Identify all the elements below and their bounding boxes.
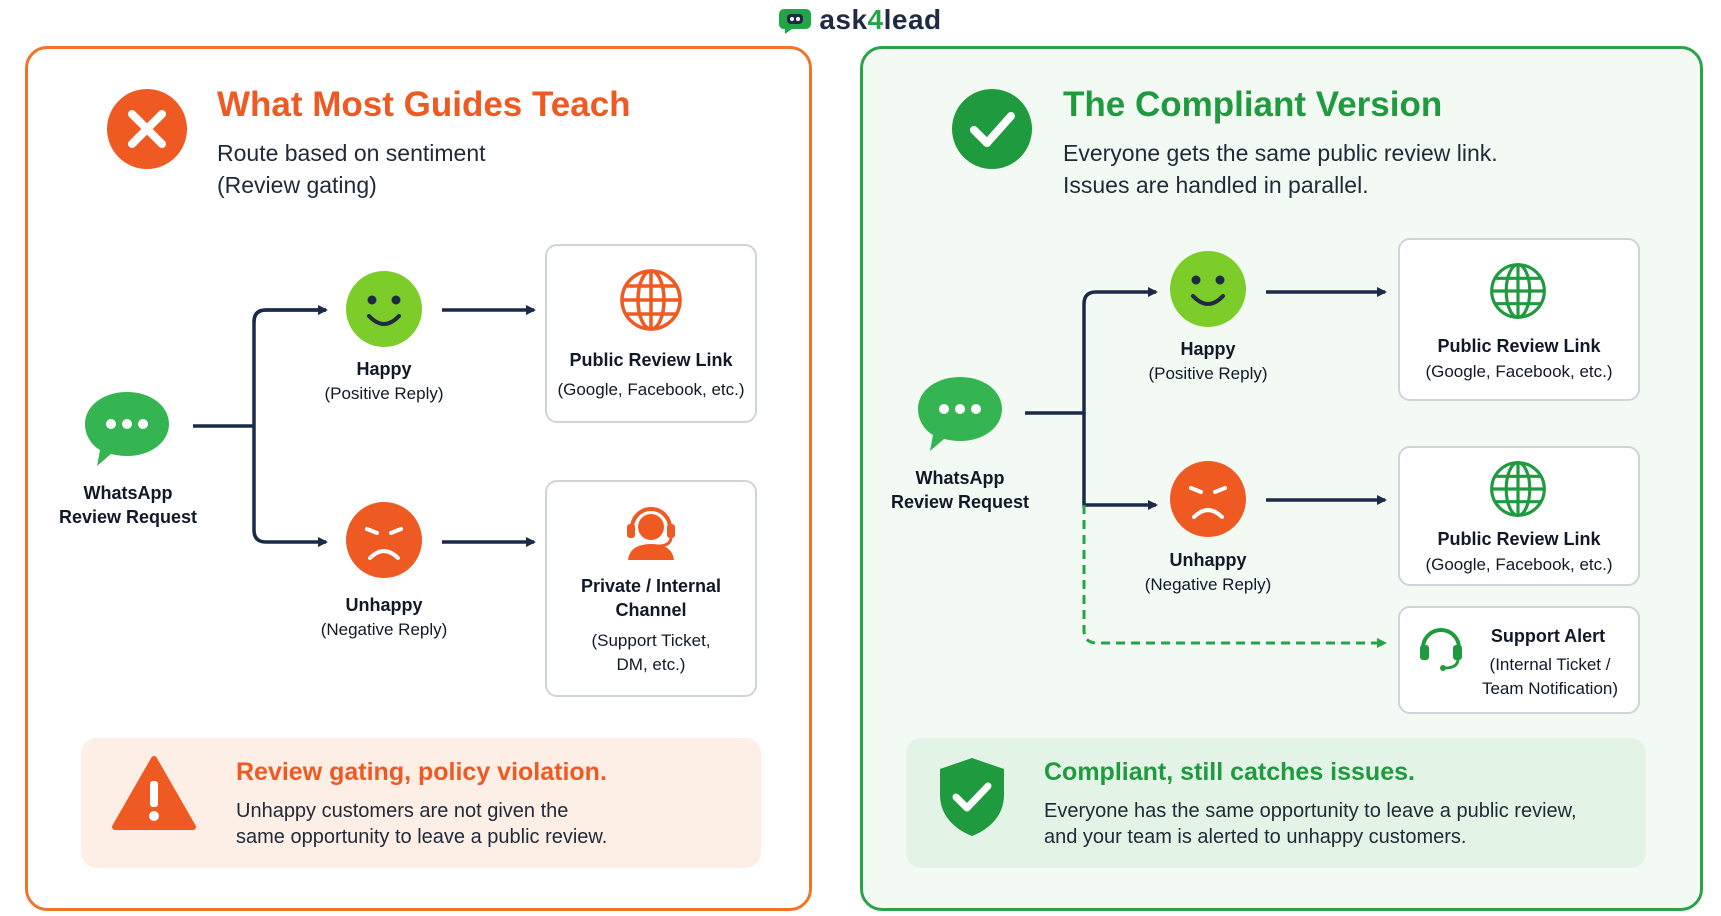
right-public-box-1-title: Public Review Link (1437, 336, 1601, 356)
left-happy-sub: (Positive Reply) (324, 384, 444, 403)
left-callout-title: Review gating, policy violation. (236, 758, 607, 786)
right-unhappy-sub: (Negative Reply) (1144, 575, 1272, 594)
warning-icon (112, 755, 196, 831)
left-callout-text-1: Unhappy customers are not given the (236, 800, 569, 822)
right-support-box-title: Support Alert (1490, 626, 1606, 646)
right-subtitle-2: Issues are handled in parallel. (1063, 172, 1369, 198)
right-callout-title: Compliant, still catches issues. (1044, 758, 1415, 786)
right-unhappy-label: Unhappy (1169, 550, 1247, 570)
left-subtitle-1: Route based on sentiment (217, 140, 486, 166)
right-happy-label: Happy (1180, 339, 1236, 359)
left-callout-text-2: same opportunity to leave a public review. (236, 826, 608, 848)
right-callout-text-2: and your team is alerted to unhappy customers. (1044, 826, 1467, 848)
brand-name: ask4lead (819, 4, 942, 35)
happy-face-icon (1169, 250, 1247, 328)
left-private-box-title-2: Channel (615, 600, 687, 620)
right-source-line2: Review Request (890, 492, 1030, 512)
right-public-box-2-title: Public Review Link (1437, 529, 1601, 549)
left-source-line1: WhatsApp (83, 483, 173, 503)
right-support-box-sub-2: Team Notification) (1481, 679, 1619, 698)
right-title: The Compliant Version (1063, 85, 1443, 124)
headset-icon (1415, 620, 1467, 672)
right-public-box-1-sub: (Google, Facebook, etc.) (1425, 362, 1613, 381)
shield-check-icon (936, 755, 1008, 839)
left-title: What Most Guides Teach (217, 85, 631, 124)
right-callout-text-1: Everyone has the same opportunity to leave a public review, (1044, 800, 1577, 822)
globe-icon (1489, 262, 1547, 320)
left-private-box-sub-1: (Support Ticket, (591, 631, 711, 650)
left-private-box-title-1: Private / Internal (580, 576, 722, 596)
globe-icon (1489, 460, 1547, 518)
right-source-line1: WhatsApp (915, 468, 1005, 488)
chat-bubble-icon (914, 373, 1006, 455)
left-public-box-sub: (Google, Facebook, etc.) (557, 380, 745, 399)
right-public-box-2-sub: (Google, Facebook, etc.) (1425, 555, 1613, 574)
left-happy-label: Happy (356, 359, 412, 379)
right-subtitle-1: Everyone gets the same public review link. (1063, 140, 1498, 166)
left-source-line2: Review Request (58, 507, 198, 527)
left-unhappy-sub: (Negative Reply) (320, 620, 448, 639)
left-public-box-title: Public Review Link (569, 350, 733, 370)
right-happy-sub: (Positive Reply) (1148, 364, 1268, 383)
sad-face-icon (1169, 460, 1247, 538)
left-subtitle-2: (Review gating) (217, 172, 377, 198)
left-private-box-sub-2: DM, etc.) (616, 655, 686, 674)
right-support-box-sub-1: (Internal Ticket / (1489, 655, 1611, 674)
left-unhappy-label: Unhappy (345, 595, 423, 615)
